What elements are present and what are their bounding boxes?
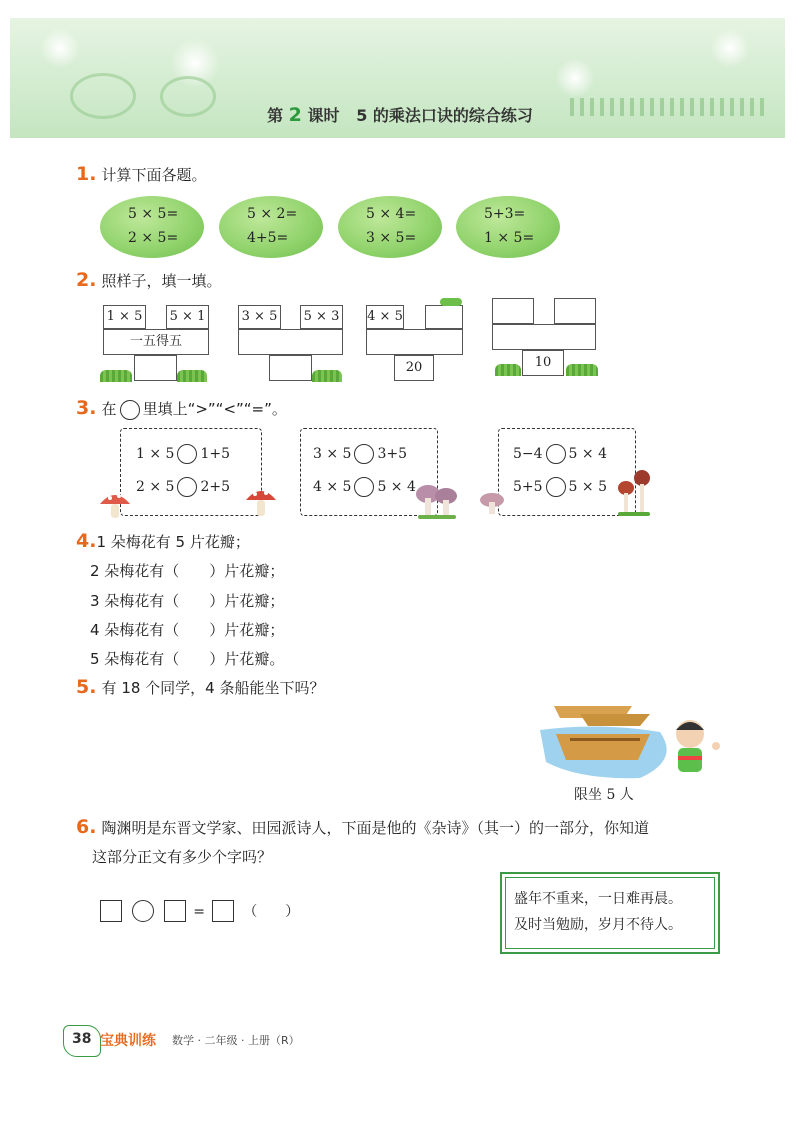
mushroom-icon [414,482,460,520]
compare-circle[interactable] [546,477,566,497]
answer-square[interactable] [212,900,234,922]
mushroom-icon [479,492,505,516]
question-6: 6. 陶渊明是东晋文学家、田园派诗人，下面是他的《杂诗》（其一）的一部分，你知道 [76,816,650,838]
compare-row: 2 × 5 2+5 [136,479,230,495]
mnemonic-box: 一五得五 [103,329,209,355]
compare-circle[interactable] [546,444,566,464]
factor-box: 5 × 1 [166,305,209,329]
mnemonic-box[interactable] [238,329,343,355]
brand-logo: 宝典训练 [100,1033,156,1049]
question-6-line2: 这部分正文有多少个字吗？ [92,848,273,866]
compare-row: 1 × 5 1+5 [136,446,230,462]
compare-row: 4 × 5 5 × 4 [313,479,416,495]
question-3: 3. 在 里填上“>”“<”“=”。 [76,397,287,419]
equation-row: = （ ） [100,900,299,922]
factor-box: 5 × 3 [300,305,343,329]
operator-circle[interactable] [132,900,154,922]
mushroom-icon [614,468,654,518]
product-box: 10 [522,350,564,376]
compare-group [120,428,262,516]
book-info: 数学 · 二年级 · 上册（R） [172,1034,300,1047]
compare-circle[interactable] [354,444,374,464]
product-box: 20 [394,355,434,381]
circle-icon [120,400,140,420]
question-1: 1. 计算下面各题。 [76,163,207,185]
question-2: 2. 照样子，填一填。 [76,269,222,291]
question-5: 5. 有 18 个同学，4 条船能坐下吗？ [76,676,325,698]
answer-square[interactable] [164,900,186,922]
compare-row: 5+5 5 × 5 [513,479,607,495]
decor-grass [312,370,342,382]
decor-grass [100,370,132,382]
decor-grass [566,364,598,376]
decor-sprout [440,298,462,306]
mushroom-icon [244,484,278,518]
calc-leaf: 5+3= 1 × 5= [456,196,560,258]
unit-paren[interactable]: （ ） [243,903,300,920]
page-number: 38 [72,1031,92,1047]
decor-grass [495,364,521,376]
question-4: 4.1 朵梅花有 5 片花瓣； [76,530,250,552]
poem-line: 盛年不重来，一日难再晨。 [514,891,682,907]
compare-circle[interactable] [354,477,374,497]
compare-row: 5−4 5 × 4 [513,446,607,462]
product-box[interactable] [269,355,312,381]
factor-box[interactable] [492,298,534,324]
mushroom-icon [98,488,132,520]
petal-line[interactable]: 4 朵梅花有（ ）片花瓣； [90,621,285,639]
calc-leaf: 5 × 4= 3 × 5= [338,196,442,258]
boat-limit-caption: 限坐 5 人 [574,787,634,803]
factor-box: 1 × 5 [103,305,146,329]
calc-leaf: 5 × 2= 4+5= [219,196,323,258]
petal-line[interactable]: 3 朵梅花有（ ）片花瓣； [90,592,285,610]
compare-row: 3 × 5 3+5 [313,446,407,462]
page-title: 第 2 课时 5 的乘法口诀的综合练习 [267,104,533,126]
compare-circle[interactable] [177,444,197,464]
calc-leaf: 5 × 5= 2 × 5= [100,196,204,258]
boats-illustration [540,700,730,782]
poem-line: 及时当勉励，岁月不待人。 [514,917,682,933]
mnemonic-box[interactable] [492,324,596,350]
factor-box: 3 × 5 [238,305,281,329]
answer-square[interactable] [100,900,122,922]
petal-line[interactable]: 5 朵梅花有（ ）片花瓣。 [90,650,285,668]
factor-box: 4 × 5 [366,305,404,329]
factor-box[interactable] [425,305,463,329]
compare-circle[interactable] [177,477,197,497]
factor-box[interactable] [554,298,596,324]
product-box [134,355,177,381]
mnemonic-box[interactable] [366,329,463,355]
petal-line[interactable]: 2 朵梅花有（ ）片花瓣； [90,562,285,580]
poem-box [500,872,720,954]
decor-grass [177,370,207,382]
